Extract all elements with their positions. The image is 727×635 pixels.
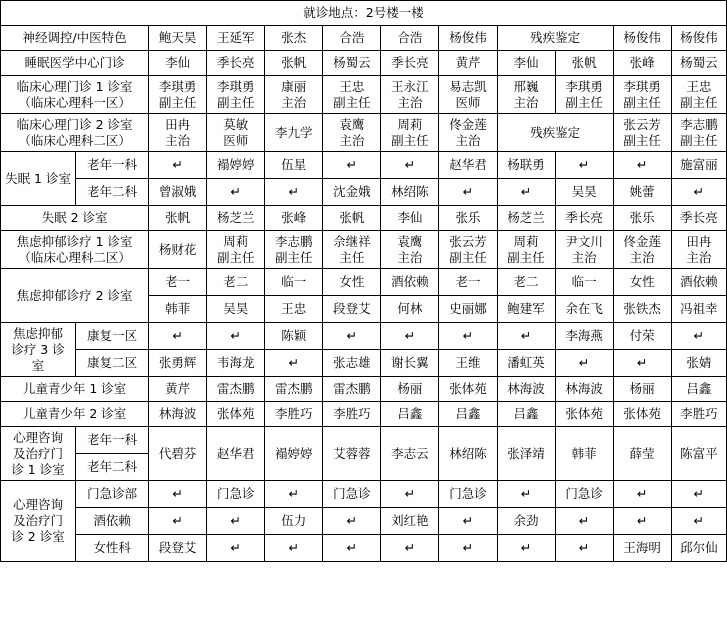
table-row — [1, 323, 727, 350]
schedule-cell: 李琪勇 副主任 — [149, 76, 207, 114]
row-sub-label: 老年一科 — [76, 152, 149, 179]
schedule-cell: 门急诊 — [555, 481, 613, 508]
schedule-cell: ↵ — [671, 179, 726, 206]
schedule-cell: ↵ — [555, 152, 613, 179]
schedule-cell: 吴昊 — [207, 296, 265, 323]
schedule-cell: ↵ — [265, 535, 323, 562]
schedule-cell: 张乐 — [613, 206, 671, 231]
schedule-cell: 王海明 — [613, 535, 671, 562]
schedule-cell: 姚蕾 — [613, 179, 671, 206]
schedule-cell: 张铁杰 — [613, 296, 671, 323]
schedule-cell: ↵ — [671, 508, 726, 535]
schedule-cell: 施富丽 — [671, 152, 726, 179]
schedule-cell: ↵ — [323, 508, 381, 535]
schedule-cell: ↵ — [613, 508, 671, 535]
schedule-cell: 薛莹 — [613, 427, 671, 481]
row-label: 失眠 2 诊室 — [1, 206, 149, 231]
schedule-cell: 杨蜀云 — [323, 51, 381, 76]
schedule-cell: 李胜巧 — [265, 402, 323, 427]
schedule-cell: ↵ — [207, 179, 265, 206]
schedule-cell: 李志鹏 副主任 — [671, 114, 726, 152]
row-group-label: 心理咨询 及治疗门 诊 2 诊室 — [1, 481, 76, 562]
schedule-cell: 莫敏 医师 — [207, 114, 265, 152]
table-row — [1, 350, 727, 377]
schedule-cell: 季长亮 — [207, 51, 265, 76]
schedule-cell: ↵ — [439, 323, 497, 350]
schedule-cell: 曾淑娥 — [149, 179, 207, 206]
schedule-cell: 陈富平 — [671, 427, 726, 481]
schedule-cell: 吴昊 — [555, 179, 613, 206]
schedule-cell: 邢巍 主治 — [497, 76, 555, 114]
schedule-cell: 杨丽 — [381, 377, 439, 402]
row-group-label: 焦虑抑郁诊疗 2 诊室 — [1, 269, 149, 323]
schedule-cell: 张帆 — [149, 206, 207, 231]
schedule-cell: 康丽 主治 — [265, 76, 323, 114]
schedule-cell: 尹文川 主治 — [555, 231, 613, 269]
schedule-cell: 张婧 — [671, 350, 726, 377]
schedule-cell: 伍力 — [265, 508, 323, 535]
schedule-cell: 李九学 — [265, 114, 323, 152]
row-label: 临床心理门诊 2 诊室 （临床心理科二区） — [1, 114, 149, 152]
schedule-cell: 残疾鉴定 — [497, 114, 613, 152]
schedule-cell: 张体苑 — [439, 377, 497, 402]
schedule-cell: 袁鹰 主治 — [381, 231, 439, 269]
schedule-cell: 老二 — [207, 269, 265, 296]
schedule-cell: 老二 — [497, 269, 555, 296]
schedule-cell: ↵ — [439, 179, 497, 206]
schedule-cell: 门急诊 — [323, 481, 381, 508]
schedule-cell: 张帆 — [265, 51, 323, 76]
schedule-cell: 陈颖 — [265, 323, 323, 350]
row-sub-label: 门急诊部 — [76, 481, 149, 508]
schedule-cell: ↵ — [323, 323, 381, 350]
schedule-cell: 李胜巧 — [323, 402, 381, 427]
table-row — [1, 26, 727, 51]
schedule-cell: 王永江 主治 — [381, 76, 439, 114]
schedule-cell: 刘红艳 — [381, 508, 439, 535]
schedule-cell: ↵ — [149, 481, 207, 508]
row-label: 神经调控/中医特色 — [1, 26, 149, 51]
row-sub-label: 康复一区 — [76, 323, 149, 350]
schedule-cell: 林绍陈 — [381, 179, 439, 206]
schedule-cell: 张峰 — [613, 51, 671, 76]
schedule-cell: ↵ — [439, 535, 497, 562]
table-row — [1, 535, 727, 562]
schedule-cell: ↵ — [207, 535, 265, 562]
row-sub-label — [76, 427, 149, 481]
table-row — [1, 269, 727, 296]
schedule-cell: 林海波 — [497, 377, 555, 402]
page-title: 就诊地点：2号楼一楼 — [1, 1, 727, 26]
table-row — [1, 179, 727, 206]
schedule-cell: 黄芹 — [149, 377, 207, 402]
schedule-cell: ↵ — [265, 481, 323, 508]
row-sub-label: 女性科 — [76, 535, 149, 562]
schedule-cell: 季长亮 — [555, 206, 613, 231]
table-row — [1, 481, 727, 508]
schedule-cell: 林海波 — [149, 402, 207, 427]
schedule-cell: 张帆 — [323, 206, 381, 231]
schedule-cell: ↵ — [381, 535, 439, 562]
schedule-cell: 邱尔仙 — [671, 535, 726, 562]
schedule-cell: 褟婷婷 — [207, 152, 265, 179]
schedule-cell: 佟金莲 主治 — [613, 231, 671, 269]
schedule-cell: 李琪勇 副主任 — [207, 76, 265, 114]
row-label: 睡眠医学中心门诊 — [1, 51, 149, 76]
row-label: 焦虑抑郁诊疗 1 诊室 （临床心理科二区） — [1, 231, 149, 269]
row-sub-label: 老年二科 — [76, 179, 149, 206]
schedule-cell: ↵ — [497, 323, 555, 350]
schedule-cell: 韩菲 — [555, 427, 613, 481]
schedule-cell: 沈金娥 — [323, 179, 381, 206]
schedule-cell: ↵ — [149, 152, 207, 179]
schedule-cell: 王忠 副主任 — [671, 76, 726, 114]
schedule-cell: ↵ — [323, 535, 381, 562]
schedule-cell: 韦海龙 — [207, 350, 265, 377]
row-group-label: 心理咨询 及治疗门 诊 1 诊室 — [1, 427, 76, 481]
schedule-cell: 吕鑫 — [671, 377, 726, 402]
schedule-cell: 王忠 副主任 — [323, 76, 381, 114]
schedule-cell: ↵ — [323, 152, 381, 179]
schedule-cell: 付荣 — [613, 323, 671, 350]
schedule-cell: 季长亮 — [381, 51, 439, 76]
schedule-cell: 余劲 — [497, 508, 555, 535]
schedule-cell: 何林 — [381, 296, 439, 323]
schedule-cell: ↵ — [265, 350, 323, 377]
row-label: 临床心理门诊 1 诊室 （临床心理科一区） — [1, 76, 149, 114]
schedule-cell: ↵ — [671, 323, 726, 350]
row-label: 儿童青少年 2 诊室 — [1, 402, 149, 427]
schedule-cell: 李琪勇 副主任 — [555, 76, 613, 114]
schedule-cell: 杨蜀云 — [671, 51, 726, 76]
schedule-cell: ↵ — [497, 179, 555, 206]
schedule-cell: 段登艾 — [149, 535, 207, 562]
schedule-cell: 李仙 — [497, 51, 555, 76]
schedule-cell: 李志云 — [381, 427, 439, 481]
schedule-cell: 李志鹏 副主任 — [265, 231, 323, 269]
schedule-cell: 张泽靖 — [497, 427, 555, 481]
schedule-cell: 雷杰鹏 — [265, 377, 323, 402]
schedule-cell: 张勇辉 — [149, 350, 207, 377]
schedule-cell: 吕鑫 — [381, 402, 439, 427]
schedule-cell: ↵ — [381, 481, 439, 508]
schedule-cell: 史丽娜 — [439, 296, 497, 323]
schedule-cell: 门急诊 — [207, 481, 265, 508]
schedule-cell: ↵ — [497, 535, 555, 562]
schedule-cell: 残疾鉴定 — [497, 26, 613, 51]
schedule-cell: 伍星 — [265, 152, 323, 179]
schedule-cell: 谢长翼 — [381, 350, 439, 377]
schedule-cell: 杨财花 — [149, 231, 207, 269]
table-row — [1, 51, 727, 76]
schedule-cell: 张峰 — [265, 206, 323, 231]
schedule-cell: 张乐 — [439, 206, 497, 231]
schedule-cell: 门急诊 — [439, 481, 497, 508]
schedule-cell: ↵ — [555, 350, 613, 377]
schedule-cell: 李胜巧 — [671, 402, 726, 427]
schedule-cell: 李仙 — [149, 51, 207, 76]
schedule-cell: 酒依赖 — [381, 269, 439, 296]
schedule-cell: 张体苑 — [555, 402, 613, 427]
schedule-cell: 雷杰鹏 — [323, 377, 381, 402]
schedule-cell: 王维 — [439, 350, 497, 377]
schedule-cell: ↵ — [555, 508, 613, 535]
schedule-cell: 临一 — [265, 269, 323, 296]
schedule-cell: ↵ — [149, 323, 207, 350]
schedule-cell: 周莉 副主任 — [497, 231, 555, 269]
schedule-cell: 李仙 — [381, 206, 439, 231]
schedule-cell: 褟婷婷 — [265, 427, 323, 481]
schedule-cell: 林绍陈 — [439, 427, 497, 481]
schedule-cell: ↵ — [265, 179, 323, 206]
schedule-cell: 王延军 — [207, 26, 265, 51]
schedule-cell: ↵ — [207, 323, 265, 350]
schedule-cell: 易志凯 医师 — [439, 76, 497, 114]
schedule-cell: 张志雄 — [323, 350, 381, 377]
schedule-cell: 鲍天昊 — [149, 26, 207, 51]
schedule-cell: 合浩 — [323, 26, 381, 51]
table-row — [1, 402, 727, 427]
schedule-cell: 黄芹 — [439, 51, 497, 76]
schedule-cell: 老一 — [439, 269, 497, 296]
schedule-cell: 艾蓉蓉 — [323, 427, 381, 481]
schedule-cell: 佟金莲 主治 — [439, 114, 497, 152]
schedule-cell: ↵ — [439, 508, 497, 535]
schedule-cell: 杨俊伟 — [439, 26, 497, 51]
schedule-cell: 临一 — [555, 269, 613, 296]
schedule-cell: ↵ — [381, 323, 439, 350]
schedule-cell: ↵ — [207, 508, 265, 535]
schedule-cell: ↵ — [497, 481, 555, 508]
schedule-cell: ↵ — [671, 481, 726, 508]
schedule-cell: 女性 — [323, 269, 381, 296]
schedule-cell: 老一 — [149, 269, 207, 296]
schedule-cell: 韩菲 — [149, 296, 207, 323]
schedule-cell: 袁鹰 主治 — [323, 114, 381, 152]
schedule-cell: 周莉 副主任 — [381, 114, 439, 152]
schedule-cell: 杨俊伟 — [613, 26, 671, 51]
schedule-cell: 雷杰鹏 — [207, 377, 265, 402]
schedule-cell: 代碧芬 — [149, 427, 207, 481]
schedule-cell: 林海波 — [555, 377, 613, 402]
row-group-label: 焦虑抑郁 诊疗 3 诊 室 — [1, 323, 76, 377]
schedule-cell: 田冉 主治 — [149, 114, 207, 152]
table-row — [1, 508, 727, 535]
schedule-cell: ↵ — [613, 350, 671, 377]
schedule-cell: 赵华君 — [207, 427, 265, 481]
schedule-cell: ↵ — [555, 535, 613, 562]
table-row — [1, 231, 727, 269]
schedule-cell: 季长亮 — [671, 206, 726, 231]
schedule-cell: 女性 — [613, 269, 671, 296]
schedule-cell: 合浩 — [381, 26, 439, 51]
schedule-cell: 冯祖幸 — [671, 296, 726, 323]
schedule-cell: 杨丽 — [613, 377, 671, 402]
schedule-cell: 张体苑 — [613, 402, 671, 427]
table-row — [1, 76, 727, 114]
schedule-cell: ↵ — [613, 481, 671, 508]
schedule-cell: 潘虹英 — [497, 350, 555, 377]
schedule-cell: 田冉 主治 — [671, 231, 726, 269]
schedule-cell: 吕鑫 — [439, 402, 497, 427]
schedule-cell: 佘继祥 主任 — [323, 231, 381, 269]
schedule-cell: 杨芝兰 — [207, 206, 265, 231]
schedule-cell: 酒依赖 — [671, 269, 726, 296]
schedule-cell: 杨芝兰 — [497, 206, 555, 231]
table-row — [1, 206, 727, 231]
row-sub-label: 酒依赖 — [76, 508, 149, 535]
schedule-cell: 张帆 — [555, 51, 613, 76]
table-row — [1, 114, 727, 152]
schedule-cell: 张云芳 副主任 — [439, 231, 497, 269]
schedule-cell: 张体苑 — [207, 402, 265, 427]
schedule-cell: 吕鑫 — [497, 402, 555, 427]
schedule-cell: 杨联勇 — [497, 152, 555, 179]
schedule-cell: 张杰 — [265, 26, 323, 51]
schedule-cell: 段登艾 — [323, 296, 381, 323]
schedule-cell: ↵ — [149, 508, 207, 535]
row-label: 儿童青少年 1 诊室 — [1, 377, 149, 402]
row-sub-label-item: 老年一科 — [76, 427, 148, 454]
table-row — [1, 427, 727, 481]
schedule-cell: ↵ — [613, 152, 671, 179]
schedule-cell: 李海燕 — [555, 323, 613, 350]
table-row — [1, 377, 727, 402]
schedule-cell: 李琪勇 副主任 — [613, 76, 671, 114]
row-sub-label-item: 老年二科 — [87, 459, 138, 474]
schedule-cell: 杨俊伟 — [671, 26, 726, 51]
schedule-cell: ↵ — [381, 152, 439, 179]
schedule-cell: 王忠 — [265, 296, 323, 323]
table-row — [1, 152, 727, 179]
row-sub-label: 康复二区 — [76, 350, 149, 377]
schedule-cell: 张云芳 副主任 — [613, 114, 671, 152]
schedule-cell: 鲍建军 — [497, 296, 555, 323]
schedule-cell: 赵华君 — [439, 152, 497, 179]
schedule-cell: 周莉 副主任 — [207, 231, 265, 269]
schedule-cell: 余在飞 — [555, 296, 613, 323]
row-group-label: 失眠 1 诊室 — [1, 152, 76, 206]
